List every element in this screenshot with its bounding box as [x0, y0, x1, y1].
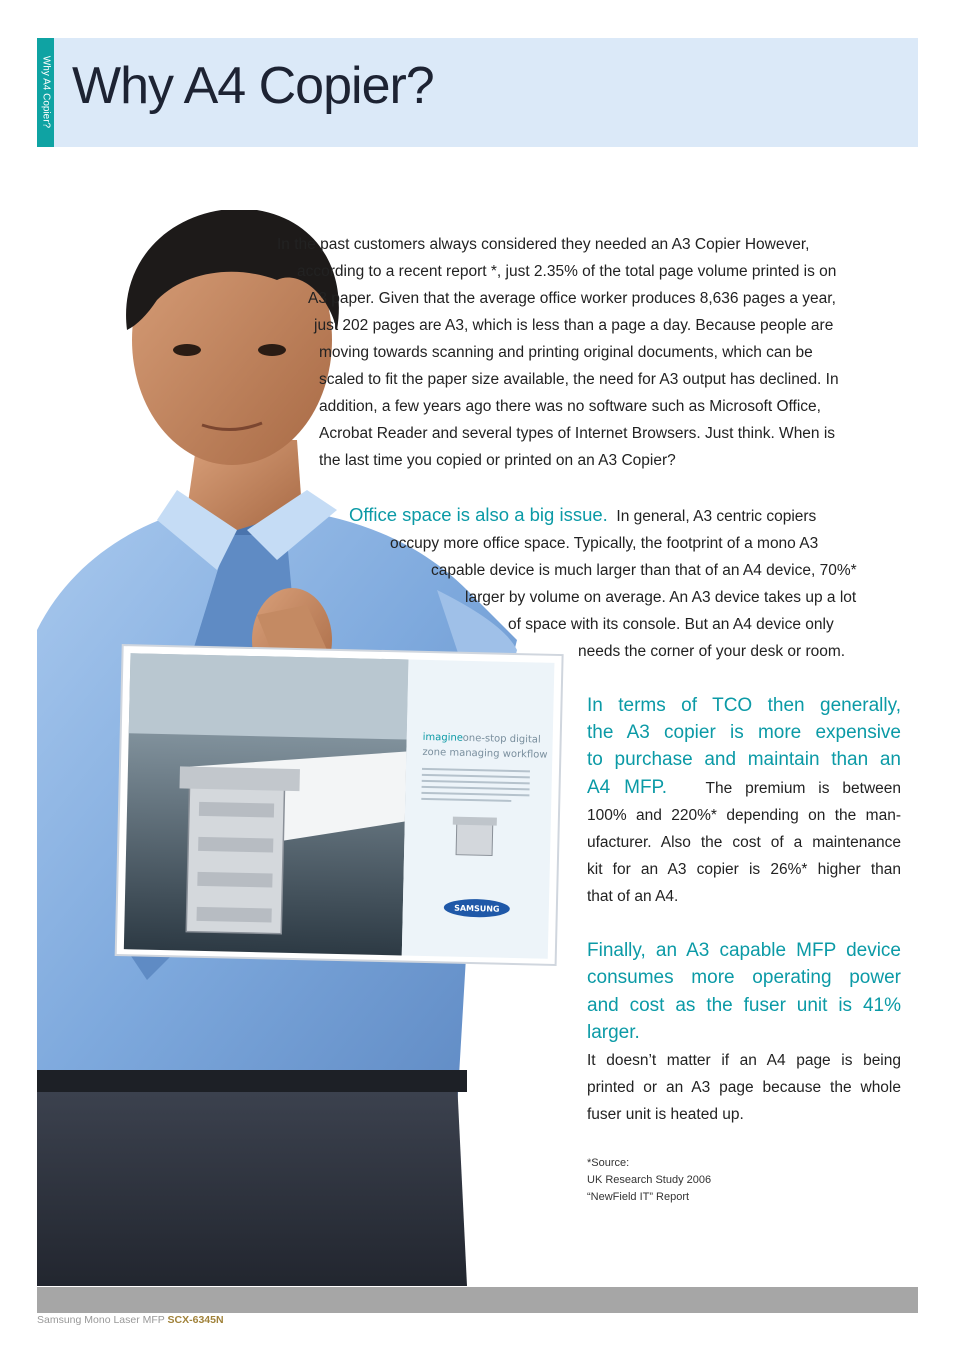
office-line: capable device is much larger than that of an A4 device, 70%* — [431, 562, 857, 579]
footer-bar — [37, 1287, 918, 1313]
intro-line: scaled to fit the paper size available, the need for A3 output has declined. In — [319, 371, 839, 388]
fuser-heading-line: Finally, an A3 capable MFP device — [587, 940, 901, 961]
fuser-heading-line: consumes more operating power — [587, 967, 901, 988]
intro-line: just 202 pages are A3, which is less than a page a day. Because people are — [314, 317, 834, 334]
intro-line: A3 paper. Given that the average office worker produces 8,636 pages a year, — [308, 290, 836, 307]
footer-model: SCX-6345N — [167, 1314, 224, 1326]
intro-line: addition, a few years ago there was no software such as Microsoft Office, — [319, 398, 821, 415]
footer-caption — [37, 1314, 224, 1326]
office-line: needs the corner of your desk or room. — [578, 643, 846, 660]
intro-line: according to a recent report *, just 2.35% of the total page volume printed is on — [297, 263, 837, 280]
office-line: of space with its console. But an A4 device only — [508, 616, 834, 633]
intro-line: Acrobat Reader and several types of Internet Browsers. Just think. When is — [319, 425, 836, 442]
tco-line: kit for an A3 copier is 26%* higher than — [587, 861, 901, 878]
tco-heading-line: the A3 copier is more expensive — [587, 722, 901, 743]
intro-line: moving towards scanning and printing original documents, which can be — [319, 344, 813, 361]
tco-line-rest: The premium is between — [705, 780, 902, 797]
intro-line: In the past customers always considered they needed an A3 Copier However, — [277, 236, 810, 253]
sheet-tagline-accent: imagine — [422, 731, 464, 744]
fuser-line: printed or an A3 page because the whole — [587, 1079, 901, 1096]
fuser-heading-line: larger. — [587, 1022, 640, 1043]
office-space-lead: Office space is also a big issue. — [349, 504, 608, 525]
sheet-tagline-line2: zone managing workflow — [422, 746, 548, 761]
source-note — [587, 1155, 711, 1206]
tco-line: 100% and 220%* depending on the man- — [587, 807, 901, 824]
intro-line: the last time you copied or printed on an A3 Copier? — [319, 452, 676, 469]
side-tab-label: Why A4 Copier? — [40, 55, 52, 129]
office-line — [349, 501, 901, 530]
office-line: larger by volume on average. An A3 device takes up a lot — [465, 589, 857, 606]
source-line: UK Research Study 2006 — [587, 1174, 712, 1186]
footer-product: Samsung Mono Laser MFP — [37, 1314, 165, 1326]
tco-line — [587, 774, 901, 802]
tco-heading-line: In terms of TCO then generally, — [587, 695, 901, 716]
tco-heading-line: to purchase and maintain than an — [587, 749, 901, 770]
fuser-line: It doesn’t matter if an A4 page is being — [587, 1052, 901, 1069]
sheet-tagline-line1: one-stop digital — [462, 732, 541, 746]
tco-lead-last: A4 MFP. — [587, 777, 668, 798]
office-line: occupy more office space. Typically, the footprint of a mono A3 — [390, 535, 819, 552]
page-title: Why A4 Copier? — [72, 57, 434, 115]
source-line: “NewField IT” Report — [587, 1191, 690, 1203]
source-line: *Source: — [587, 1157, 630, 1169]
fuser-heading-line: and cost as the fuser unit is 41% — [587, 995, 901, 1016]
tco-line: ufacturer. Also the cost of a maintenance — [587, 834, 901, 851]
tco-line: that of an A4. — [587, 888, 679, 905]
office-line-rest: In general, A3 centric copiers — [616, 508, 817, 525]
fuser-line: fuser unit is heated up. — [587, 1106, 744, 1123]
sheet-brand-logo: SAMSUNG — [454, 903, 500, 914]
